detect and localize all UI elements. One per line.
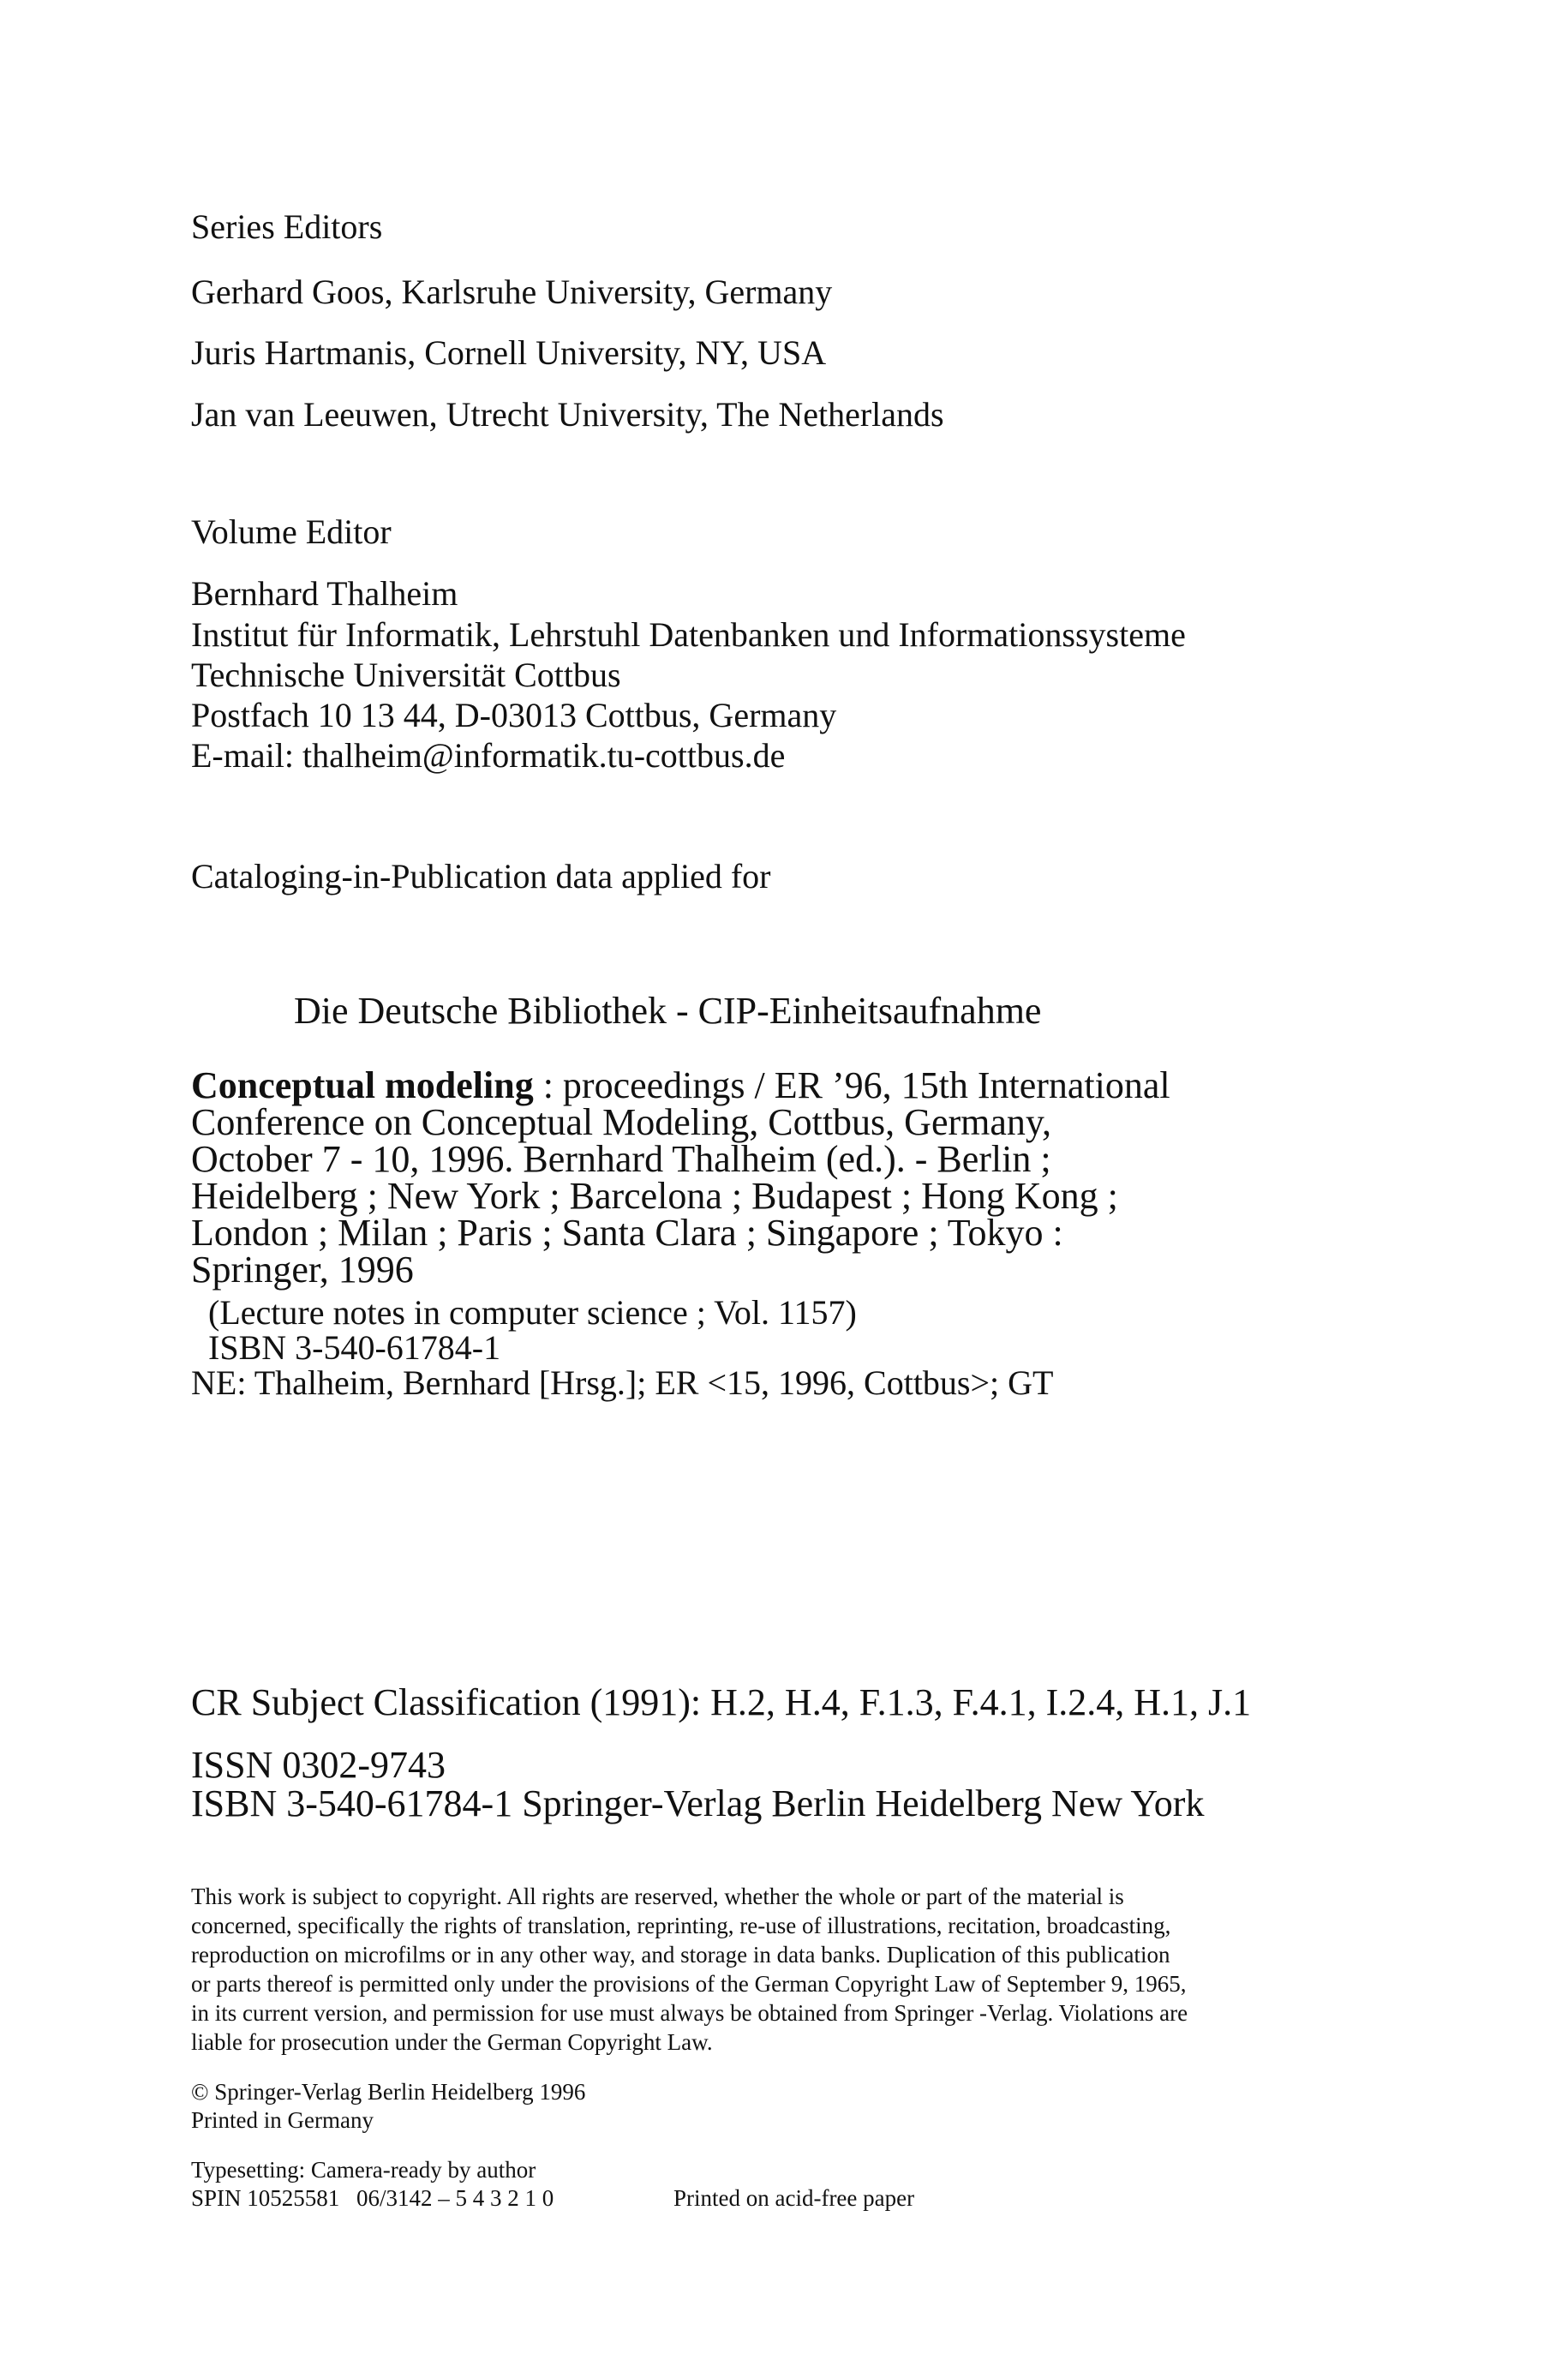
cip-series-note: (Lecture notes in computer science ; Vol. 1157)	[208, 1293, 857, 1332]
cip-isbn: ISBN 3-540-61784-1	[208, 1328, 501, 1367]
series-editors-heading: Series Editors	[191, 207, 383, 246]
print-code: 06/3142 – 5 4 3 2 1 0	[356, 2185, 554, 2211]
cip-heading: Die Deutsche Bibliothek - CIP-Einheitsaufnahme	[294, 990, 1042, 1032]
printed-in: Printed in Germany	[191, 2107, 374, 2133]
issn: ISSN 0302-9743	[191, 1744, 446, 1786]
series-editor-line: Juris Hartmanis, Cornell University, NY, USA	[191, 333, 827, 372]
cataloging-note: Cataloging-in-Publication data applied for	[191, 857, 771, 895]
cip-ne: NE: Thalheim, Bernhard [Hrsg.]; ER <15, 1996, Cottbus>; GT	[191, 1363, 1054, 1402]
cr-classification: CR Subject Classification (1991): H.2, H.4, F.1.3, F.4.1, I.2.4, H.1, J.1	[191, 1681, 1252, 1723]
typesetting-note: Typesetting: Camera-ready by author	[191, 2157, 536, 2183]
cip-line: Conference on Conceptual Modeling, Cottbus, Germany,	[191, 1101, 1052, 1143]
volume-editor-line: Postfach 10 13 44, D-03013 Cottbus, Germany	[191, 696, 837, 734]
spin-number: SPIN 10525581	[191, 2185, 340, 2211]
copyright-notice: © Springer-Verlag Berlin Heidelberg 1996	[191, 2079, 586, 2105]
copyright-line: concerned, specifically the rights of translation, reprinting, re-use of illustrations, recitation, broadcasting,	[191, 1913, 1171, 1938]
copyright-line: in its current version, and permission for use must always be obtained from Springer -Verlag. Violations are	[191, 2000, 1188, 2026]
acid-free-note: Printed on acid-free paper	[673, 2185, 915, 2211]
copyright-line: This work is subject to copyright. All rights are reserved, whether the whole or part of the material is	[191, 1884, 1124, 1909]
cip-title-rest: : proceedings / ER ’96, 15th International	[533, 1064, 1170, 1106]
cip-title-line	[191, 1064, 1170, 1106]
series-editor-line: Jan van Leeuwen, Utrecht University, The Netherlands	[191, 395, 944, 434]
cip-line: October 7 - 10, 1996. Bernhard Thalheim (ed.). - Berlin ;	[191, 1138, 1051, 1180]
volume-editor-line: Institut für Informatik, Lehrstuhl Datenbanken und Informationssysteme	[191, 615, 1186, 654]
copyright-line: liable for prosecution under the German Copyright Law.	[191, 2029, 713, 2055]
copyright-line: reproduction on microfilms or in any other way, and storage in data banks. Duplication of this publication	[191, 1942, 1170, 1968]
copyright-line: or parts thereof is permitted only under the provisions of the German Copyright Law of September 9, 1965,	[191, 1971, 1187, 1997]
cip-title-bold: Conceptual modeling	[191, 1064, 534, 1106]
isbn-publisher: ISBN 3-540-61784-1 Springer-Verlag Berlin Heidelberg New York	[191, 1782, 1205, 1824]
volume-editor-email: E-mail: thalheim@informatik.tu-cottbus.de	[191, 736, 786, 775]
series-editor-line: Gerhard Goos, Karlsruhe University, Germany	[191, 273, 833, 311]
cip-line: Heidelberg ; New York ; Barcelona ; Budapest ; Hong Kong ;	[191, 1175, 1118, 1217]
cip-line: Springer, 1996	[191, 1249, 414, 1291]
cip-line: London ; Milan ; Paris ; Santa Clara ; Singapore ; Tokyo :	[191, 1212, 1063, 1254]
volume-editor-line: Technische Universität Cottbus	[191, 656, 621, 694]
volume-editor-line: Bernhard Thalheim	[191, 574, 458, 613]
volume-editor-heading: Volume Editor	[191, 512, 392, 551]
